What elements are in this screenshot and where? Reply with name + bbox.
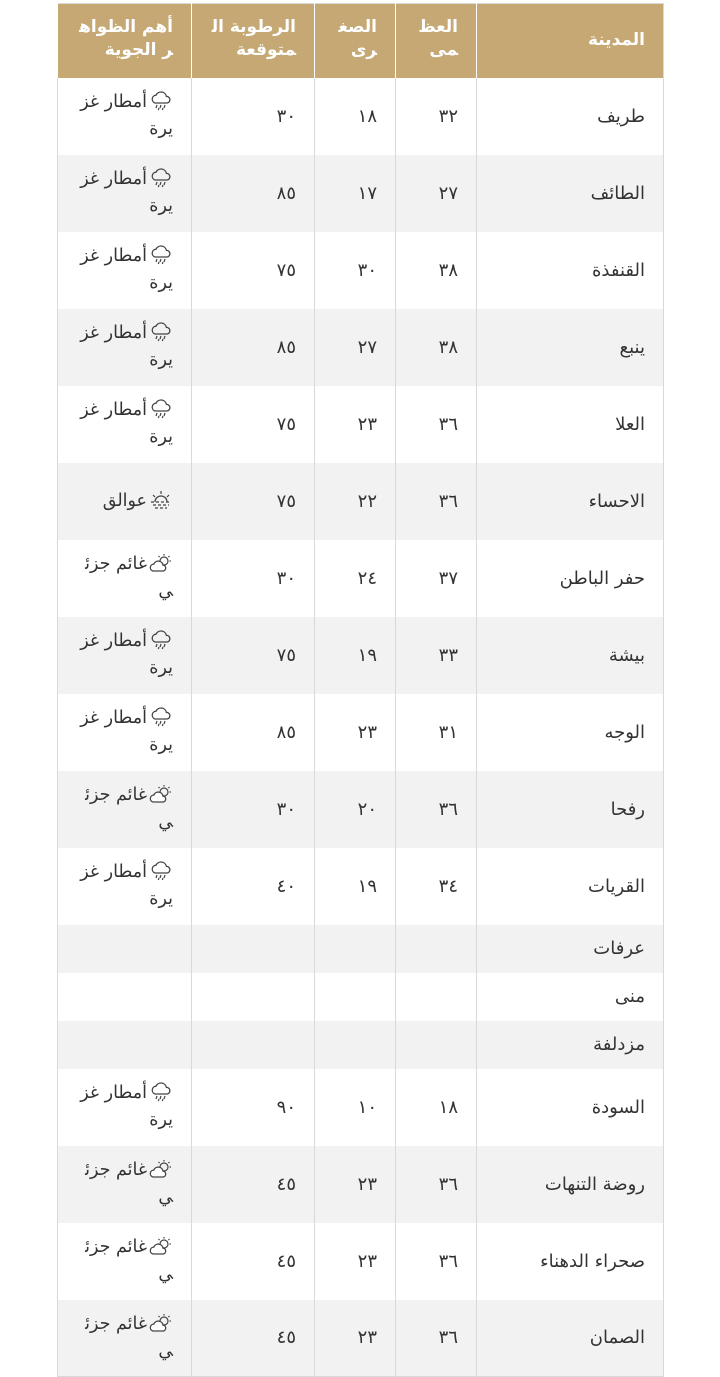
table-row: [58, 309, 664, 386]
table-row: [58, 848, 664, 925]
table-row: [58, 771, 664, 848]
max-temp-cell: ٣٦: [396, 386, 477, 463]
table-row: [58, 1146, 664, 1223]
weather-cell: [58, 771, 192, 848]
min-temp-cell: ٢٢: [315, 463, 396, 540]
header-min-temp: الصغرى: [315, 4, 396, 78]
min-temp-cell: ١٨: [315, 78, 396, 155]
max-temp-cell: ٣٨: [396, 232, 477, 309]
table-row: [58, 78, 664, 155]
table-row: [58, 155, 664, 232]
table-body: [58, 78, 664, 1377]
weather-cell: [58, 309, 192, 386]
city-cell: رفحا: [477, 771, 664, 848]
humidity-cell: [192, 1021, 315, 1069]
weather-label: أمطار غزيرة: [80, 246, 173, 293]
humidity-cell: ٣٠: [192, 78, 315, 155]
humidity-cell: ٣٠: [192, 540, 315, 617]
city-cell: الاحساء: [477, 463, 664, 540]
max-temp-cell: [396, 925, 477, 973]
city-cell: صحراء الدهناء: [477, 1223, 664, 1300]
weather-label: أمطار غزيرة: [80, 1083, 173, 1130]
city-cell: الوجه: [477, 694, 664, 771]
weather-label: غائم جزئي: [85, 1160, 173, 1207]
city-cell: حفر الباطن: [477, 540, 664, 617]
table-row: [58, 540, 664, 617]
partly-cloudy-icon: [149, 553, 173, 573]
weather-cell: [58, 1300, 192, 1377]
rain-cloud-icon: [149, 322, 173, 342]
max-temp-cell: ٣٧: [396, 540, 477, 617]
min-temp-cell: [315, 973, 396, 1021]
max-temp-cell: ٣٤: [396, 848, 477, 925]
max-temp-cell: ٣٦: [396, 1146, 477, 1223]
city-cell: منى: [477, 973, 664, 1021]
min-temp-cell: ٢٤: [315, 540, 396, 617]
humidity-cell: ٧٥: [192, 386, 315, 463]
table-row: [58, 925, 664, 973]
rain-cloud-icon: [149, 91, 173, 111]
humidity-cell: ٩٠: [192, 1069, 315, 1146]
humidity-cell: ٤٥: [192, 1223, 315, 1300]
weather-label: أمطار غزيرة: [80, 862, 173, 909]
min-temp-cell: ٢٣: [315, 386, 396, 463]
partly-cloudy-icon: [149, 1313, 173, 1333]
table-header-row: [58, 4, 664, 78]
table-row: [58, 1300, 664, 1377]
max-temp-cell: ١٨: [396, 1069, 477, 1146]
weather-forecast-table: [57, 3, 664, 1377]
weather-cell: [58, 463, 192, 540]
table-row: [58, 386, 664, 463]
min-temp-cell: ٢٣: [315, 694, 396, 771]
min-temp-cell: ٢٧: [315, 309, 396, 386]
weather-label: أمطار غزيرة: [80, 631, 173, 678]
haze-sun-icon: [149, 490, 173, 510]
header-max-temp: العظمى: [396, 4, 477, 78]
weather-label: أمطار غزيرة: [80, 708, 173, 755]
partly-cloudy-icon: [149, 1236, 173, 1256]
table-row: [58, 463, 664, 540]
city-cell: الصمان: [477, 1300, 664, 1377]
humidity-cell: ٧٥: [192, 463, 315, 540]
table-row: [58, 1069, 664, 1146]
weather-cell: [58, 232, 192, 309]
min-temp-cell: ٢٠: [315, 771, 396, 848]
rain-cloud-icon: [149, 630, 173, 650]
table-row: [58, 694, 664, 771]
table-row: [58, 617, 664, 694]
city-cell: طريف: [477, 78, 664, 155]
table-row: [58, 973, 664, 1021]
min-temp-cell: ٣٠: [315, 232, 396, 309]
humidity-cell: [192, 925, 315, 973]
weather-label: عوالق: [102, 490, 147, 511]
weather-cell: [58, 1146, 192, 1223]
humidity-cell: ٨٥: [192, 694, 315, 771]
rain-cloud-icon: [149, 168, 173, 188]
table-row: [58, 1021, 664, 1069]
weather-label: غائم جزئي: [85, 1237, 173, 1284]
min-temp-cell: ١٩: [315, 617, 396, 694]
rain-cloud-icon: [149, 245, 173, 265]
max-temp-cell: ٣٨: [396, 309, 477, 386]
weather-label: أمطار غزيرة: [80, 169, 173, 216]
weather-cell: [58, 973, 192, 1021]
weather-label: غائم جزئي: [85, 554, 173, 601]
humidity-cell: ٨٥: [192, 309, 315, 386]
max-temp-cell: ٣٢: [396, 78, 477, 155]
header-humidity: الرطوبة المتوقعة: [192, 4, 315, 78]
humidity-cell: ٤٠: [192, 848, 315, 925]
max-temp-cell: ٣١: [396, 694, 477, 771]
city-cell: عرفات: [477, 925, 664, 973]
min-temp-cell: ٢٣: [315, 1223, 396, 1300]
min-temp-cell: ١٩: [315, 848, 396, 925]
weather-label: غائم جزئي: [85, 1313, 173, 1361]
city-cell: السودة: [477, 1069, 664, 1146]
city-cell: ينبع: [477, 309, 664, 386]
weather-cell: [58, 540, 192, 617]
humidity-cell: ٣٠: [192, 771, 315, 848]
weather-cell: [58, 617, 192, 694]
city-cell: روضة التنهات: [477, 1146, 664, 1223]
humidity-cell: ٧٥: [192, 232, 315, 309]
weather-label: أمطار غزيرة: [80, 92, 173, 139]
max-temp-cell: [396, 973, 477, 1021]
weather-cell: [58, 386, 192, 463]
max-temp-cell: ٣٦: [396, 1223, 477, 1300]
min-temp-cell: ٢٣: [315, 1146, 396, 1223]
city-cell: العلا: [477, 386, 664, 463]
humidity-cell: ٤٥: [192, 1300, 315, 1377]
weather-label: غائم جزئي: [85, 785, 173, 832]
max-temp-cell: ٢٧: [396, 155, 477, 232]
weather-cell: [58, 1069, 192, 1146]
partly-cloudy-icon: [149, 1159, 173, 1179]
weather-cell: [58, 155, 192, 232]
max-temp-cell: [396, 1021, 477, 1069]
table-row: [58, 1223, 664, 1300]
min-temp-cell: ١٠: [315, 1069, 396, 1146]
rain-cloud-icon: [149, 861, 173, 881]
city-cell: القريات: [477, 848, 664, 925]
partly-cloudy-icon: [149, 784, 173, 804]
rain-cloud-icon: [149, 399, 173, 419]
city-cell: مزدلفة: [477, 1021, 664, 1069]
city-cell: بيشة: [477, 617, 664, 694]
header-weather: أهم الظواهر الجوية: [58, 4, 192, 78]
table-row: [58, 232, 664, 309]
max-temp-cell: ٣٦: [396, 1300, 477, 1377]
humidity-cell: [192, 973, 315, 1021]
weather-cell: [58, 1021, 192, 1069]
weather-label: أمطار غزيرة: [80, 400, 173, 447]
weather-cell: [58, 925, 192, 973]
rain-cloud-icon: [149, 1082, 173, 1102]
humidity-cell: ٨٥: [192, 155, 315, 232]
min-temp-cell: [315, 925, 396, 973]
rain-cloud-icon: [149, 707, 173, 727]
humidity-cell: ٧٥: [192, 617, 315, 694]
max-temp-cell: ٣٣: [396, 617, 477, 694]
city-cell: القنفذة: [477, 232, 664, 309]
weather-label: أمطار غزيرة: [80, 323, 173, 370]
weather-cell: [58, 848, 192, 925]
max-temp-cell: ٣٦: [396, 463, 477, 540]
city-cell: الطائف: [477, 155, 664, 232]
humidity-cell: ٤٥: [192, 1146, 315, 1223]
header-city: المدينة: [477, 4, 664, 78]
weather-cell: [58, 694, 192, 771]
max-temp-cell: ٣٦: [396, 771, 477, 848]
min-temp-cell: [315, 1021, 396, 1069]
min-temp-cell: ٢٣: [315, 1300, 396, 1377]
weather-cell: [58, 1223, 192, 1300]
weather-table-container: [57, 3, 663, 1377]
min-temp-cell: ١٧: [315, 155, 396, 232]
weather-cell: [58, 78, 192, 155]
